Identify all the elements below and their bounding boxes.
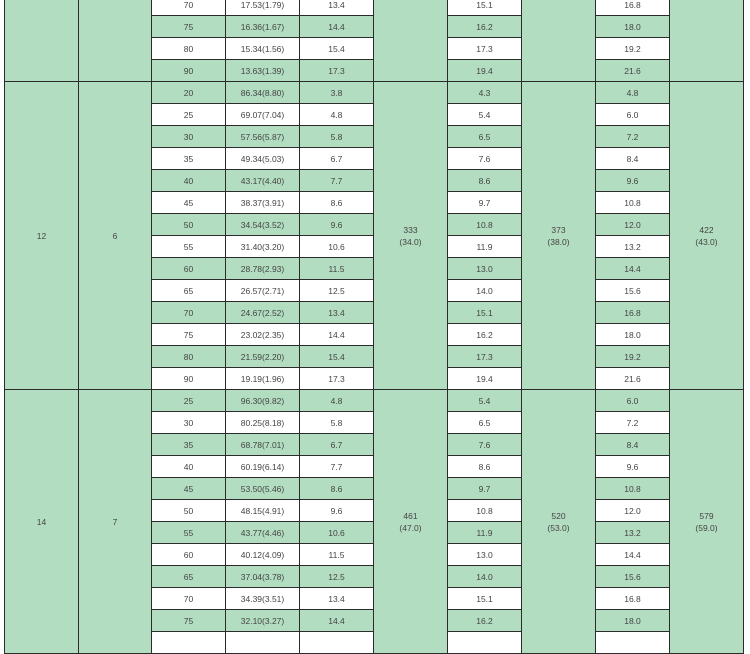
cell-b: 38.37(3.91): [226, 192, 300, 214]
group-col-2: 6: [79, 82, 152, 390]
cell-d: [448, 632, 522, 654]
group-col-1: 14: [5, 390, 79, 654]
cell-e: 21.6: [596, 368, 670, 390]
cell-e: 10.8: [596, 192, 670, 214]
cell-b: 96.30(9.82): [226, 390, 300, 412]
cell-a: 55: [152, 522, 226, 544]
cell-d: 6.5: [448, 412, 522, 434]
cell-e: 10.8: [596, 478, 670, 500]
cell-a: 30: [152, 412, 226, 434]
cell-c: 5.8: [300, 126, 374, 148]
cell-c: 13.4: [300, 302, 374, 324]
cell-e: 16.8: [596, 302, 670, 324]
group-mid-1-sub-value: (47.0): [399, 522, 422, 533]
cell-d: 5.4: [448, 104, 522, 126]
cell-a: [152, 632, 226, 654]
cell-c: 14.4: [300, 610, 374, 632]
cell-e: 8.4: [596, 148, 670, 170]
cell-c: 6.7: [300, 434, 374, 456]
cell-e: 21.6: [596, 60, 670, 82]
cell-e: 18.0: [596, 16, 670, 38]
cell-e: 19.2: [596, 38, 670, 60]
cell-e: 18.0: [596, 324, 670, 346]
cell-a: 80: [152, 38, 226, 60]
cell-a: 70: [152, 302, 226, 324]
cell-a: 70: [152, 588, 226, 610]
cell-e: 8.4: [596, 434, 670, 456]
cell-c: 9.6: [300, 500, 374, 522]
cell-b: 86.34(8.80): [226, 82, 300, 104]
cell-a: 60: [152, 258, 226, 280]
cell-a: 90: [152, 368, 226, 390]
group-mid-1-sub-value: (34.0): [399, 236, 422, 247]
cell-a: 20: [152, 82, 226, 104]
cell-a: 40: [152, 456, 226, 478]
cell-c: 15.4: [300, 346, 374, 368]
cell-b: 53.50(5.46): [226, 478, 300, 500]
cell-e: 13.2: [596, 522, 670, 544]
cell-e: 14.4: [596, 544, 670, 566]
cell-b: 80.25(8.18): [226, 412, 300, 434]
cell-c: 3.8: [300, 82, 374, 104]
cell-d: 8.6: [448, 170, 522, 192]
cell-d: 14.0: [448, 280, 522, 302]
cell-e: 7.2: [596, 412, 670, 434]
cell-c: [300, 632, 374, 654]
table-row: [5, 390, 744, 412]
group-mid-1: [374, 0, 448, 82]
cell-c: 8.6: [300, 192, 374, 214]
cell-b: 23.02(2.35): [226, 324, 300, 346]
cell-b: 31.40(3.20): [226, 236, 300, 258]
cell-b: 48.15(4.91): [226, 500, 300, 522]
cell-d: 16.2: [448, 610, 522, 632]
cell-e: 15.6: [596, 280, 670, 302]
cell-e: 18.0: [596, 610, 670, 632]
group-mid-2-value: 373: [551, 224, 566, 235]
cell-a: 70: [152, 0, 226, 16]
table-row: [5, 0, 744, 16]
group-col-1: [5, 0, 79, 82]
group-mid-1-value: 333: [403, 224, 418, 235]
cell-c: 15.4: [300, 38, 374, 60]
cell-d: 9.7: [448, 478, 522, 500]
cell-b: 43.77(4.46): [226, 522, 300, 544]
cell-b: 69.07(7.04): [226, 104, 300, 126]
table-row: [5, 82, 744, 104]
cell-b: 57.56(5.87): [226, 126, 300, 148]
cell-a: 90: [152, 60, 226, 82]
cell-a: 40: [152, 170, 226, 192]
cell-d: 10.8: [448, 500, 522, 522]
group-mid-3: [670, 0, 744, 82]
cell-b: 28.78(2.93): [226, 258, 300, 280]
cell-d: 11.9: [448, 522, 522, 544]
cell-c: 7.7: [300, 456, 374, 478]
cell-a: 80: [152, 346, 226, 368]
cell-d: 8.6: [448, 456, 522, 478]
cell-d: 17.3: [448, 38, 522, 60]
cell-b: 40.12(4.09): [226, 544, 300, 566]
group-mid-3-sub-value: (59.0): [695, 522, 718, 533]
cell-b: 16.36(1.67): [226, 16, 300, 38]
cell-c: 14.4: [300, 16, 374, 38]
cell-a: 50: [152, 214, 226, 236]
cell-e: 7.2: [596, 126, 670, 148]
cell-d: 15.1: [448, 588, 522, 610]
cell-a: 55: [152, 236, 226, 258]
cell-a: 75: [152, 324, 226, 346]
cell-d: 13.0: [448, 544, 522, 566]
group-mid-3: [670, 82, 744, 390]
group-mid-3: [670, 390, 744, 654]
cell-a: 30: [152, 126, 226, 148]
group-mid-2-sub-value: (38.0): [547, 236, 570, 247]
cell-c: 13.4: [300, 0, 374, 16]
cell-d: 6.5: [448, 126, 522, 148]
cell-a: 45: [152, 478, 226, 500]
cell-e: 19.2: [596, 346, 670, 368]
cell-a: 60: [152, 544, 226, 566]
cell-b: 26.57(2.71): [226, 280, 300, 302]
cell-d: 19.4: [448, 368, 522, 390]
group-mid-2: [522, 0, 596, 82]
cell-e: 9.6: [596, 170, 670, 192]
cell-d: 14.0: [448, 566, 522, 588]
group-col-2: 7: [79, 390, 152, 654]
cell-c: 8.6: [300, 478, 374, 500]
group-mid-2: [522, 390, 596, 654]
cell-c: 9.6: [300, 214, 374, 236]
cell-a: 35: [152, 148, 226, 170]
cell-c: 11.5: [300, 544, 374, 566]
cell-d: 10.8: [448, 214, 522, 236]
cell-e: 15.6: [596, 566, 670, 588]
cell-a: 35: [152, 434, 226, 456]
cell-b: 19.19(1.96): [226, 368, 300, 390]
cell-b: 60.19(6.14): [226, 456, 300, 478]
cell-b: 34.54(3.52): [226, 214, 300, 236]
cell-a: 65: [152, 566, 226, 588]
cell-d: 7.6: [448, 434, 522, 456]
cell-c: 17.3: [300, 60, 374, 82]
cell-d: 13.0: [448, 258, 522, 280]
group-col-2: [79, 0, 152, 82]
group-mid-3-value: 579: [699, 510, 714, 521]
cell-e: 16.8: [596, 0, 670, 16]
cell-d: 9.7: [448, 192, 522, 214]
cell-c: 4.8: [300, 104, 374, 126]
cell-e: 13.2: [596, 236, 670, 258]
group-mid-1-value: 461: [403, 510, 418, 521]
cell-c: 14.4: [300, 324, 374, 346]
group-mid-2-value: 520: [551, 510, 566, 521]
cell-d: 4.3: [448, 82, 522, 104]
group-mid-3-value: 422: [699, 224, 714, 235]
cell-e: 16.8: [596, 588, 670, 610]
cell-c: 10.6: [300, 236, 374, 258]
cell-b: 17.53(1.79): [226, 0, 300, 16]
cell-a: 65: [152, 280, 226, 302]
cell-b: 21.59(2.20): [226, 346, 300, 368]
cell-d: 11.9: [448, 236, 522, 258]
cell-d: 19.4: [448, 60, 522, 82]
cell-e: 6.0: [596, 390, 670, 412]
group-mid-1: [374, 82, 448, 390]
cell-d: 15.1: [448, 302, 522, 324]
cell-b: 32.10(3.27): [226, 610, 300, 632]
cell-d: 16.2: [448, 324, 522, 346]
cell-c: 10.6: [300, 522, 374, 544]
cell-c: 12.5: [300, 280, 374, 302]
spec-table: [4, 0, 744, 654]
cell-a: 50: [152, 500, 226, 522]
cell-d: 16.2: [448, 16, 522, 38]
cell-b: 37.04(3.78): [226, 566, 300, 588]
cell-a: 75: [152, 16, 226, 38]
cell-c: 6.7: [300, 148, 374, 170]
cell-c: 7.7: [300, 170, 374, 192]
cell-e: [596, 632, 670, 654]
cell-c: 5.8: [300, 412, 374, 434]
group-col-1: 12: [5, 82, 79, 390]
cell-c: 11.5: [300, 258, 374, 280]
group-mid-2: [522, 82, 596, 390]
cell-e: 12.0: [596, 214, 670, 236]
cell-a: 75: [152, 610, 226, 632]
cell-d: 5.4: [448, 390, 522, 412]
cell-b: 13.63(1.39): [226, 60, 300, 82]
group-mid-2-sub-value: (53.0): [547, 522, 570, 533]
cell-b: 15.34(1.56): [226, 38, 300, 60]
group-mid-1: [374, 390, 448, 654]
cell-b: 68.78(7.01): [226, 434, 300, 456]
cell-a: 25: [152, 104, 226, 126]
cell-d: 7.6: [448, 148, 522, 170]
spec-table-container: [4, 0, 744, 654]
cell-c: 4.8: [300, 390, 374, 412]
cell-c: 17.3: [300, 368, 374, 390]
cell-a: 45: [152, 192, 226, 214]
cell-b: 34.39(3.51): [226, 588, 300, 610]
cell-c: 13.4: [300, 588, 374, 610]
cell-d: 17.3: [448, 346, 522, 368]
cell-e: 9.6: [596, 456, 670, 478]
cell-c: 12.5: [300, 566, 374, 588]
cell-e: 6.0: [596, 104, 670, 126]
cell-b: 43.17(4.40): [226, 170, 300, 192]
cell-e: 12.0: [596, 500, 670, 522]
cell-e: 4.8: [596, 82, 670, 104]
cell-b: 49.34(5.03): [226, 148, 300, 170]
cell-d: 15.1: [448, 0, 522, 16]
cell-b: [226, 632, 300, 654]
cell-e: 14.4: [596, 258, 670, 280]
cell-b: 24.67(2.52): [226, 302, 300, 324]
group-mid-3-sub-value: (43.0): [695, 236, 718, 247]
cell-a: 25: [152, 390, 226, 412]
